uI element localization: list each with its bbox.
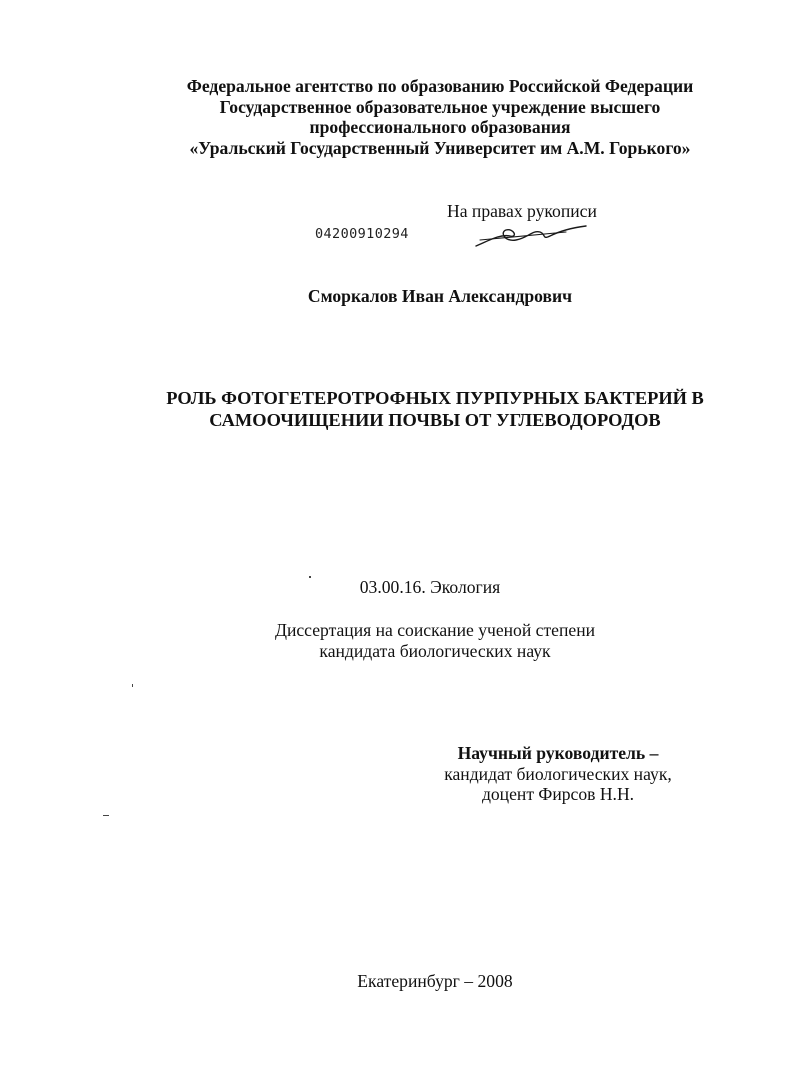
supervisor-line-2: доцент Фирсов Н.Н. [481, 784, 635, 805]
supervisor-heading: Научный руководитель – [457, 743, 659, 763]
scan-speck [132, 684, 133, 687]
author-name: Сморкалов Иван Александрович [307, 286, 573, 306]
degree-statement [220, 620, 650, 661]
title-line-2: САМООЧИЩЕНИИ ПОЧВЫ ОТ УГЛЕВОДОРОДОВ [209, 409, 661, 430]
degree-line-2: кандидата биологических наук [319, 640, 551, 661]
header-line-university: «Уральский Государственный Университет им А.М. Горького» [189, 137, 691, 158]
institution-header [100, 76, 780, 158]
title-line-1: РОЛЬ ФОТОГЕТЕРОТРОФНЫХ ПУРПУРНЫХ БАКТЕРИЙ В [166, 388, 704, 408]
city-year: Екатеринбург – 2008 [357, 971, 513, 991]
specialty: 03.00.16. Экология [359, 577, 501, 597]
signature-icon [470, 216, 590, 252]
degree-line-1: Диссертация на соискание ученой степени [274, 620, 596, 640]
scan-speck [103, 815, 109, 816]
supervisor-line-1: кандидат биологических наук, [444, 763, 672, 784]
supervisor-block [408, 743, 708, 805]
scan-speck [309, 576, 311, 578]
header-line-agency: Федеральное агентство по образованию Российской Федерации [186, 76, 694, 96]
archive-number: 04200910294 [315, 226, 409, 242]
header-line-education: профессионального образования [309, 117, 571, 138]
manuscript-note: На правах рукописи [447, 201, 597, 221]
header-line-institution: Государственное образовательное учреждение высшего [219, 96, 661, 117]
dissertation-title [130, 388, 740, 431]
